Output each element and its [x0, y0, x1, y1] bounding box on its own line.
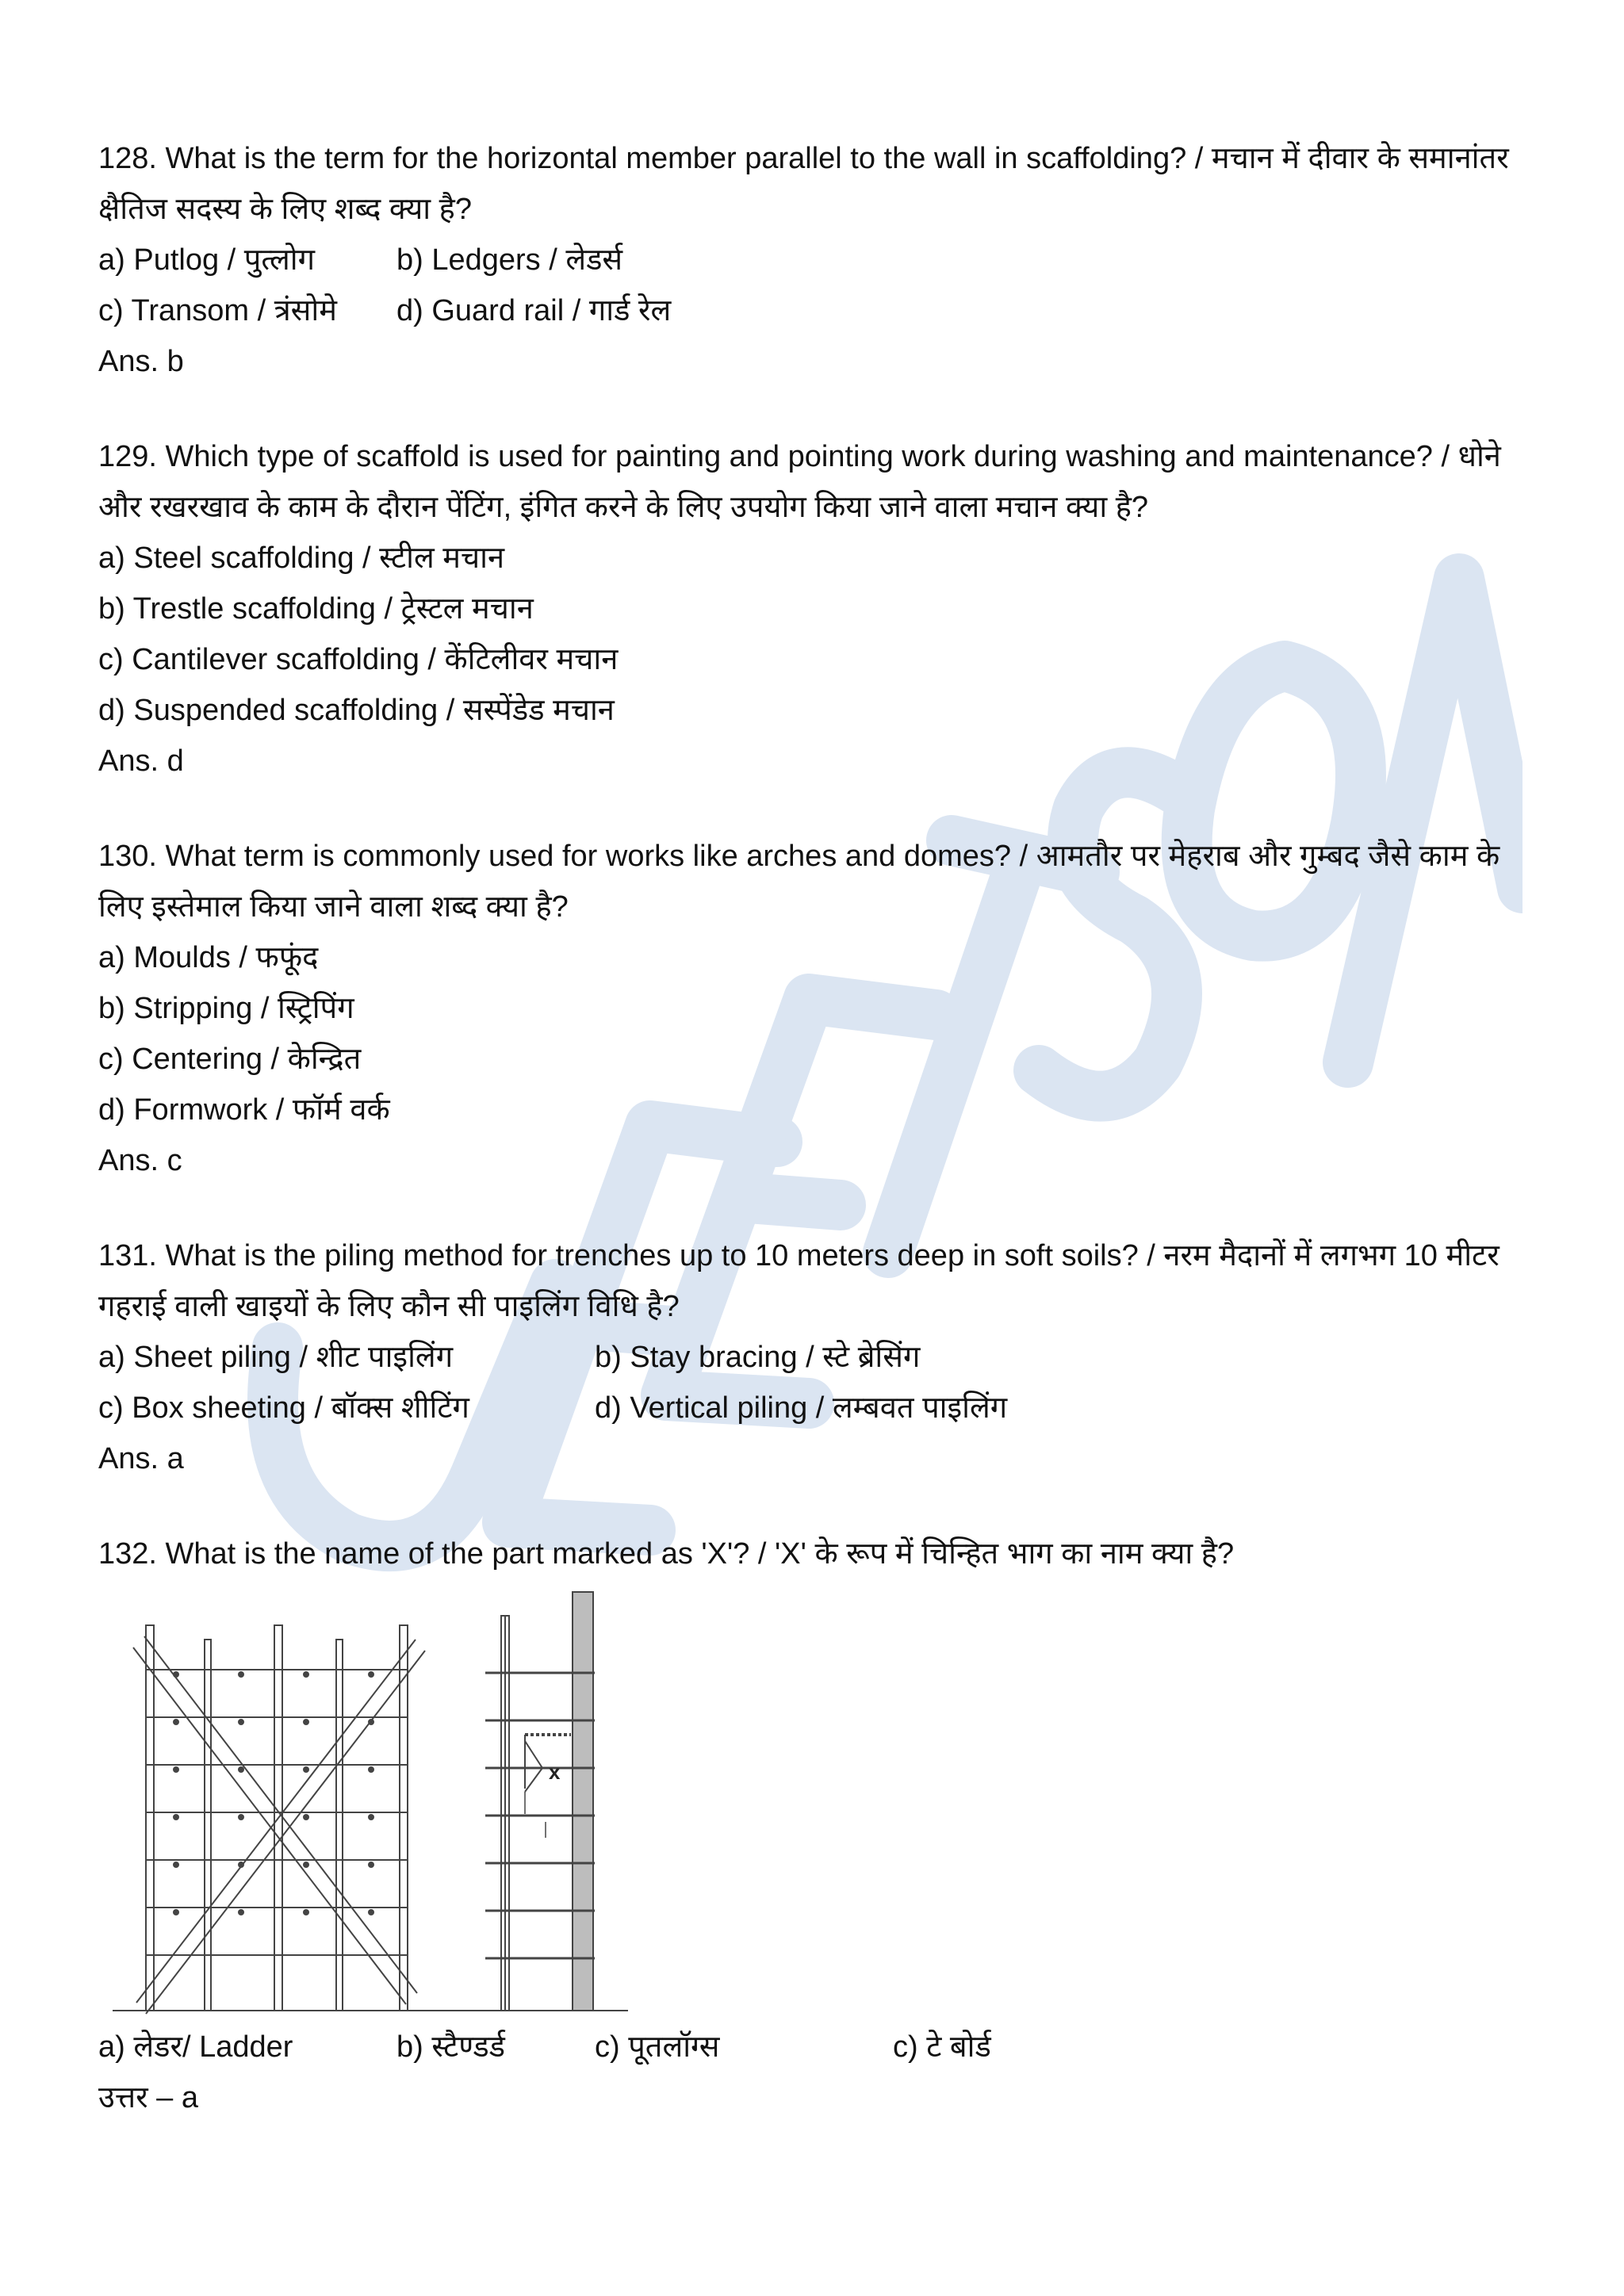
option-b: b) स्टैण्डर्ड [396, 2030, 505, 2064]
answer: Ans. b [98, 345, 184, 378]
option-c: c) Box sheeting / बॉक्स शीटिंग [98, 1391, 469, 1425]
question-130 [98, 831, 1526, 1186]
answer: Ans. a [98, 1442, 184, 1475]
option-a: a) Moulds / फफूंद [98, 941, 319, 974]
answer: Ans. d [98, 744, 184, 778]
part-x-label: x [549, 1760, 561, 1784]
side-standard [501, 1616, 509, 2011]
option-d-row [98, 1085, 1526, 1135]
option-b-row [98, 584, 1526, 634]
option-b: b) Trestle scaffolding / ट्रेस्टल मचान [98, 592, 534, 626]
option-a: a) Sheet piling / शीट पाइलिंग [98, 1341, 454, 1374]
option-b: b) Stripping / स्ट्रिपिंग [98, 992, 354, 1025]
option-a: a) Putlog / पुत्लोग [98, 243, 316, 277]
option-d-row [98, 685, 1526, 736]
option-b: b) Ledgers / लेडर्स [396, 243, 623, 277]
options-row-1 [98, 1332, 1526, 1383]
option-c: c) पूतलॉग्स [595, 2030, 720, 2064]
question-text: 128. What is the term for the horizontal member parallel to the wall in scaffolding? / मचान में दीवार के समानांतर क्षैतिज सदस्य के लिए शब्द क्या है? [98, 142, 1509, 226]
option-c: c) Transom / त्रंसोमे [98, 294, 337, 327]
option-c: c) Cantilever scaffolding / केंटिलीवर मचान [98, 643, 619, 676]
question-text: 131. What is the piling method for trenches up to 10 meters deep in soft soils? / नरम मैदानों में लगभग 10 मीटर गहराई वाली खाइयों के लिए कौन सी पाइलिंग विधि है? [98, 1239, 1500, 1323]
marked-part-x [525, 1735, 571, 1838]
options-row-1 [98, 235, 1526, 285]
option-b-row [98, 983, 1526, 1034]
option-c-row [98, 1034, 1526, 1085]
option-d: c) टे बोर्ड [893, 2030, 991, 2064]
scaffolding-diagram [105, 1584, 628, 2020]
answer: उत्तर – a [98, 2081, 199, 2114]
question-132 [98, 1529, 1526, 2123]
question-128 [98, 133, 1526, 387]
option-a-row [98, 533, 1526, 584]
question-text: 129. Which type of scaffold is used for painting and pointing work during washing and maintenance? / धोने और रखरखाव के काम के दौरान पेंटिंग, इंगित करने के लिए उपयोग किया जाने वाला मचान क्या है? [98, 440, 1501, 524]
options-row-2 [98, 1383, 1526, 1433]
question-text: 130. What term is commonly used for works like arches and domes? / आमतौर पर मेहराब और गुम्बद जैसे काम के लिए इस्तेमाल किया जाने वाला शब्द क्या है? [98, 840, 1500, 924]
option-d: d) Guard rail / गार्ड रेल [396, 294, 672, 327]
options-row-2 [98, 285, 1526, 336]
question-page [98, 133, 1526, 2168]
option-d: d) Formwork / फॉर्म वर्क [98, 1093, 390, 1127]
options-row [98, 2022, 1526, 2072]
option-a: a) Steel scaffolding / स्टील मचान [98, 541, 505, 575]
question-129 [98, 431, 1526, 786]
option-d: d) Vertical piling / लम्बवत पाइलिंग [595, 1391, 1008, 1425]
option-a: a) लेडर/ Ladder [98, 2030, 293, 2064]
wall [573, 1592, 593, 2011]
cross-braces [133, 1636, 425, 2014]
option-a-row [98, 932, 1526, 983]
option-d: d) Suspended scaffolding / सस्पेंडेड मचान [98, 694, 615, 727]
question-131 [98, 1230, 1526, 1484]
question-text: 132. What is the name of the part marked as 'X'? / 'X' के रूप में चिन्हित भाग का नाम क्या है? [98, 1537, 1235, 1571]
option-c-row [98, 634, 1526, 685]
option-c: c) Centering / केन्द्रित [98, 1043, 362, 1076]
answer: Ans. c [98, 1144, 182, 1177]
option-b: b) Stay bracing / स्टे ब्रेसिंग [595, 1341, 921, 1374]
